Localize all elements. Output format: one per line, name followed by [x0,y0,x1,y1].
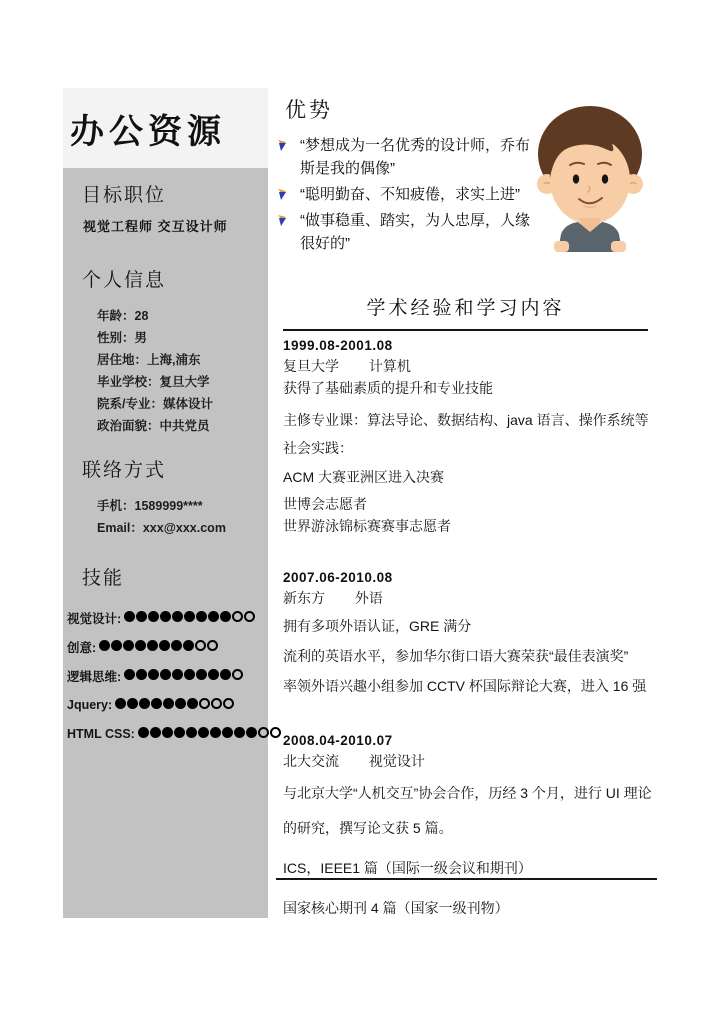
info-label: 政治面貌： [97,419,160,433]
advantage-item [283,134,535,180]
entry-detail-line: 与北京大学“人机交互”协会合作，历经 3 个月，进行 UI 理论 [283,785,652,801]
entry-detail-line: 世界游泳锦标赛赛事志愿者 [283,518,451,534]
advantages-heading: 优势 [285,99,333,122]
entry-org-line [283,356,658,376]
skills-heading: 技能 [82,568,125,589]
resume-sidebar [63,88,268,918]
skill-rating-dots [138,725,282,743]
skill-row-creativity [63,632,268,661]
entry-org: 新东方 [283,590,325,606]
skill-row-jquery [63,690,268,719]
info-label: 院系/专业： [97,397,163,411]
entry-org-line [283,751,658,771]
skill-rating-dots [124,667,244,685]
entry-detail-line: 主修专业课：算法导论、数据结构、java 语言、操作系统等 [283,412,649,428]
academic-section-heading: 学术经验和学习内容 [366,298,565,319]
advantage-text: “聪明勤奋、不知疲倦，求实上进” [300,186,520,203]
info-label: 性别： [97,331,135,345]
info-value: 中共党员 [159,419,210,433]
info-label: 毕业学校： [97,375,160,389]
target-job-heading: 目标职位 [82,185,167,206]
info-row-gender [63,327,268,349]
brand-block [63,88,268,168]
advantage-text: “做事稳重、踏实，为人忠厚，人缘很好的” [300,212,530,252]
entry-detail-line: 的研究，撰写论文获 5 篇。 [283,820,453,836]
info-label: 年龄： [97,309,135,323]
skill-rating-dots [115,696,235,714]
heading-underline [283,329,648,331]
skill-label: 逻辑思维: [67,669,122,684]
entry-period: 2008.04-2010.07 [283,733,393,748]
advantages-list [283,134,535,255]
entry-org-line [283,588,658,608]
arrow-bullet-icon [276,214,288,227]
info-row-major [63,393,268,415]
arrow-bullet-icon [276,139,288,152]
contact-label: 手机： [97,499,135,513]
personal-info-heading: 个人信息 [82,270,167,291]
entry-detail-line: 获得了基础素质的提升和专业技能 [283,380,493,396]
entry-detail-line: ICS，IEEE1 篇（国际一级会议和期刊） [283,860,532,876]
advantage-item [283,183,535,206]
academic-entry-fudan [283,338,658,537]
entry-org: 复旦大学 [283,358,339,374]
entry-period: 1999.08-2001.08 [283,338,393,353]
contact-row-phone [63,495,268,517]
sidebar-body [63,168,268,748]
entry-detail-line: 率领外语兴趣小组参加 CCTV 杯国际辩论大赛，进入 16 强 [283,678,647,694]
arrow-bullet-icon [276,188,288,201]
contact-heading: 联络方式 [82,460,167,481]
entry-detail-line: 拥有多项外语认证，GRE 满分 [283,618,472,634]
entry-role: 视觉设计 [368,753,425,769]
entry-role: 计算机 [368,358,411,374]
entry-detail-line: ACM 大赛亚洲区进入决赛 [283,469,444,485]
bottom-divider-line [276,878,657,880]
skill-row-visual-design [63,603,268,632]
info-value: 男 [134,331,148,345]
entry-detail-line: 国家核心期刊 4 篇（国家一级刊物） [283,900,509,916]
skill-row-logic [63,661,268,690]
info-label: 居住地： [97,353,148,367]
advantage-text: “梦想成为一名优秀的设计师，乔布斯是我的偶像” [300,137,530,177]
entry-detail-line: 世博会志愿者 [283,496,367,512]
info-value: 媒体设计 [162,397,213,411]
contact-label: Email： [97,521,143,535]
info-row-political [63,415,268,437]
entry-period: 2007.06-2010.08 [283,570,393,585]
info-row-age [63,305,268,327]
skill-row-html-css [63,719,268,748]
entry-role: 外语 [354,590,383,606]
brand-title: 办公资源 [70,111,226,152]
contact-value: xxx@xxx.com [142,521,226,535]
skill-label: 创意: [67,640,97,655]
profile-avatar [528,92,652,252]
info-row-school [63,371,268,393]
contact-list [63,495,268,539]
personal-info-list [63,305,268,437]
entry-detail-line: 社会实践： [283,440,353,456]
info-value: 28 [134,309,149,323]
target-job-value: 视觉工程师 交互设计师 [83,219,228,234]
resume-main-column [283,88,658,919]
entry-detail-line: 流利的英语水平，参加华尔街口语大赛荣获“最佳表演奖” [283,648,629,664]
contact-value: 1589999**** [134,499,203,513]
skill-rating-dots [124,609,256,627]
skill-rating-dots [99,638,219,656]
info-value: 上海,浦东 [147,353,201,367]
cartoon-man-avatar-image [528,92,652,252]
advantage-item [283,209,535,255]
info-row-residence [63,349,268,371]
academic-entry-neworiental [283,570,658,697]
skills-list [63,603,268,748]
skill-label: 视觉设计: [67,611,122,626]
contact-row-email [63,517,268,539]
skill-label: Jquery: [67,697,113,712]
academic-entry-pku [283,733,658,919]
entry-org: 北大交流 [283,753,339,769]
skill-label: HTML CSS: [67,726,135,741]
info-value: 复旦大学 [159,375,210,389]
